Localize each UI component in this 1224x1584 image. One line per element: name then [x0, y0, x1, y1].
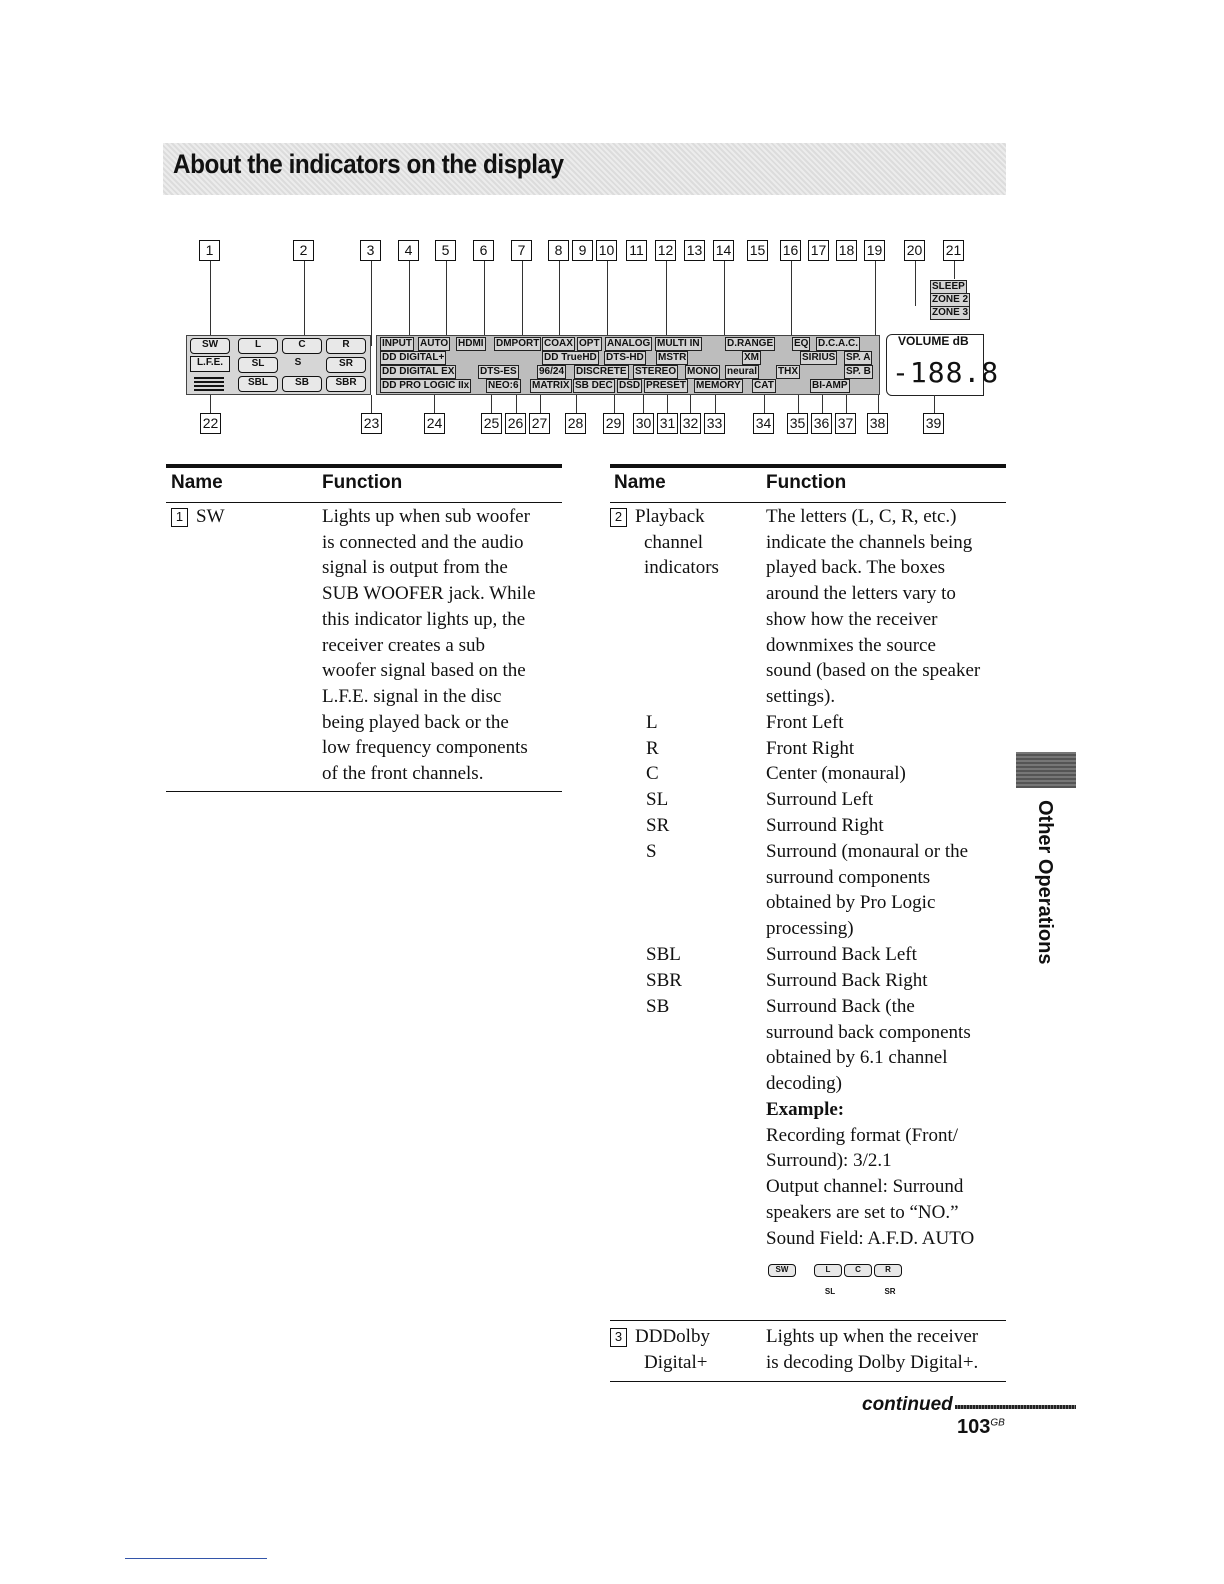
example-l: L: [814, 1264, 842, 1277]
callout-8: 8: [548, 240, 569, 261]
callout-16: 16: [780, 240, 801, 261]
footer-rule: [125, 1558, 267, 1559]
ind-input: INPUT: [382, 338, 412, 349]
example-c: C: [844, 1264, 872, 1277]
text-line: low frequency components: [322, 737, 528, 759]
leader-line: [484, 261, 485, 346]
row-3-name: [610, 1324, 760, 1375]
row-2-index: 2: [610, 508, 627, 527]
example-block: [766, 1097, 1006, 1251]
text-line: decoding): [766, 1073, 842, 1095]
channel-code: SB: [646, 996, 670, 1017]
ind-bi-amp: BI-AMP: [812, 380, 848, 391]
leader-line: [516, 395, 517, 413]
channel-desc: Surround Back Right: [766, 970, 928, 991]
table-header: [610, 464, 1006, 503]
callout-17: 17: [808, 240, 829, 261]
ind-dd-digital-ex: DD DIGITAL EX: [382, 366, 455, 377]
ind-thx: THX: [778, 366, 798, 377]
text-line: The letters (L, C, R, etc.): [766, 506, 957, 527]
example-sr: SR: [884, 1287, 896, 1296]
ind-dmport: DMPORT: [496, 338, 540, 349]
callout-11: 11: [626, 240, 647, 261]
channel-code: C: [646, 763, 659, 784]
continued-bar: [955, 1405, 1076, 1409]
ind-zone2: ZONE 2: [932, 294, 969, 305]
leader-line: [822, 395, 823, 413]
callout-26: 26: [505, 413, 526, 434]
row-3-function: [766, 1324, 1006, 1375]
callout-29: 29: [603, 413, 624, 434]
text-line: around the letters vary to: [766, 583, 956, 605]
ind-dd-pro-logic-iix: DD PRO LOGIC IIx: [382, 380, 470, 391]
row-3-name-line: Digital+: [644, 1351, 708, 1373]
name-column-header: Name: [614, 472, 666, 493]
channel-l: L: [238, 338, 278, 354]
callout-18: 18: [836, 240, 857, 261]
text-line: settings).: [766, 685, 836, 707]
channel-sbr: SBR: [326, 376, 366, 392]
ind-hdmi: HDMI: [458, 338, 484, 349]
row-divider: [610, 1381, 1006, 1382]
ind-sp-a: SP. A: [846, 352, 871, 363]
row-divider: [610, 1320, 1006, 1321]
page-title: About the indicators on the display: [173, 149, 564, 179]
section-tab-label: Other Operations: [1034, 800, 1056, 965]
row-1-function: [322, 504, 562, 787]
ind-memory: MEMORY: [696, 380, 741, 391]
leader-line: [764, 395, 765, 413]
row-1-index: 1: [171, 508, 188, 527]
ind-dcac: D.C.A.C.: [818, 338, 858, 349]
callout-27: 27: [529, 413, 550, 434]
ind-96-24: 96/24: [539, 366, 565, 377]
channel-sl: SL: [238, 357, 278, 373]
ind-neo6: NEO:6: [488, 380, 519, 391]
text-line: Lights up when sub woofer: [322, 506, 530, 527]
leader-line: [643, 395, 644, 413]
text-line: surround components: [766, 866, 931, 888]
page-header-band: [163, 143, 1006, 195]
row-2-name-line: indicators: [644, 557, 719, 579]
ind-dd-truehd: DD TrueHD: [544, 352, 597, 363]
channel-desc: [766, 994, 1006, 1097]
callout-24: 24: [424, 413, 445, 434]
leader-line: [715, 395, 716, 413]
volume-label: VOLUME dB: [898, 334, 969, 348]
callout-37: 37: [835, 413, 856, 434]
callout-13: 13: [684, 240, 705, 261]
ind-dd-digital-plus: DD DIGITAL+: [382, 352, 445, 363]
channel-code: SBL: [646, 944, 681, 965]
leader-line: [210, 261, 211, 336]
callout-34: 34: [753, 413, 774, 434]
callout-25: 25: [481, 413, 502, 434]
text-line: of the front channels.: [322, 763, 484, 785]
page-number-suffix: GB: [990, 1417, 1005, 1429]
text-line: Surround): 3/2.1: [766, 1150, 892, 1172]
text-line: Lights up when the receiver: [766, 1326, 979, 1347]
callout-9: 9: [572, 240, 593, 261]
callout-3: 3: [360, 240, 381, 261]
ind-neural: neural: [727, 366, 758, 377]
leader-line: [576, 395, 577, 413]
leader-line: [522, 261, 523, 346]
text-line: Surround (monaural or the: [766, 841, 969, 862]
leader-line: [210, 395, 211, 413]
leader-line: [798, 395, 799, 413]
text-line: played back. The boxes: [766, 557, 946, 579]
example-r: R: [874, 1264, 902, 1277]
leader-line: [446, 261, 447, 346]
channel-c: C: [282, 338, 322, 354]
example-label: Example:: [766, 1099, 845, 1120]
text-line: Surround Back (the: [766, 996, 915, 1017]
callout-38: 38: [867, 413, 888, 434]
display-diagram: [180, 232, 1000, 462]
row-2-name-line: Playback: [635, 506, 705, 527]
leader-line: [559, 261, 560, 346]
channel-desc: [766, 839, 1006, 942]
callout-28: 28: [565, 413, 586, 434]
row-divider: [166, 791, 562, 792]
ind-sp-b: SP. B: [846, 366, 871, 377]
function-column-header: Function: [322, 472, 403, 493]
text-line: is connected and the audio: [322, 531, 524, 553]
channel-code: S: [646, 841, 657, 862]
ind-sb-dec: SB DEC: [575, 380, 613, 391]
leader-line: [667, 395, 668, 413]
ind-dsd: DSD: [619, 380, 641, 391]
ind-preset: PRESET: [646, 380, 687, 391]
callout-6: 6: [473, 240, 494, 261]
leader-line: [791, 261, 792, 346]
row-2-name-line: channel: [644, 531, 704, 553]
channel-lfe: L.F.E.: [190, 356, 230, 372]
callout-2: 2: [293, 240, 314, 261]
text-line: SUB WOOFER jack. While: [322, 583, 536, 605]
row-3-index: 3: [610, 1328, 627, 1347]
channel-desc: Front Right: [766, 738, 855, 759]
leader-line: [614, 395, 615, 413]
section-tab-marker: [1016, 752, 1076, 788]
leader-line: [607, 261, 608, 346]
channel-sb: SB: [282, 376, 322, 392]
channel-code: SL: [646, 789, 669, 810]
callout-33: 33: [704, 413, 725, 434]
leader-line: [409, 261, 410, 346]
callout-7: 7: [511, 240, 532, 261]
leader-line: [846, 395, 847, 413]
row-3-name-line: DDDolby: [635, 1326, 710, 1347]
example-sw: SW: [768, 1264, 796, 1277]
name-column-header: Name: [171, 472, 223, 493]
leader-line: [434, 395, 435, 413]
page-number-value: 103: [957, 1416, 991, 1438]
leader-line: [666, 261, 667, 346]
text-line: signal is output from the: [322, 557, 508, 579]
row-1-name: [171, 504, 225, 530]
callout-12: 12: [655, 240, 676, 261]
text-line: this indicator lights up, the: [322, 608, 526, 630]
callout-32: 32: [680, 413, 701, 434]
ind-multi-in: MULTI IN: [657, 338, 700, 349]
callout-15: 15: [747, 240, 768, 261]
ind-sleep: SLEEP: [932, 281, 965, 292]
channel-sr: SR: [326, 357, 366, 373]
right-indicator-table: [610, 464, 1006, 1384]
ind-eq: EQ: [794, 338, 809, 349]
table-header: [166, 464, 562, 503]
callout-35: 35: [787, 413, 808, 434]
channel-desc: Surround Right: [766, 815, 884, 836]
leader-line: [724, 261, 725, 346]
ind-cat: CAT: [754, 380, 774, 391]
row-1-name-text: SW: [196, 506, 225, 527]
left-indicator-table: [166, 464, 562, 794]
leader-line: [878, 395, 879, 413]
ind-discrete: DISCRETE: [576, 366, 627, 377]
callout-5: 5: [435, 240, 456, 261]
text-line: show how the receiver: [766, 608, 938, 630]
callout-22: 22: [200, 413, 221, 434]
function-column-header: Function: [766, 472, 847, 493]
leader-line: [304, 261, 305, 336]
text-line: receiver creates a sub: [322, 634, 485, 656]
channel-desc: Center (monaural): [766, 763, 906, 784]
text-line: obtained by 6.1 channel: [766, 1047, 948, 1069]
leader-line: [371, 395, 372, 413]
text-line: speakers are set to “NO.”: [766, 1201, 959, 1223]
callout-4: 4: [398, 240, 419, 261]
text-line: indicate the channels being: [766, 531, 973, 553]
channel-desc: Surround Left: [766, 789, 874, 810]
leader-line: [875, 261, 876, 346]
callout-39: 39: [923, 413, 944, 434]
text-line: sound (based on the speaker: [766, 660, 981, 682]
callout-30: 30: [633, 413, 654, 434]
callout-20: 20: [904, 240, 925, 261]
ind-xm: XM: [744, 352, 759, 363]
text-line: woofer signal based on the: [322, 660, 526, 682]
level-meter-icon: [194, 375, 224, 391]
callout-1: 1: [199, 240, 220, 261]
continued-label: continued: [862, 1394, 953, 1415]
callout-21: 21: [943, 240, 964, 261]
example-sl: SL: [824, 1287, 836, 1296]
ind-zone3: ZONE 3: [932, 307, 969, 318]
ind-stereo: STEREO: [635, 366, 677, 377]
example-channel-icon: [768, 1264, 918, 1304]
text-line: processing): [766, 918, 854, 940]
text-line: surround back components: [766, 1021, 971, 1043]
leader-line: [491, 395, 492, 413]
text-line: obtained by Pro Logic: [766, 892, 936, 914]
text-line: L.F.E. signal in the disc: [322, 685, 502, 707]
ind-sirius: SIRIUS: [802, 352, 836, 363]
ind-auto: AUTO: [420, 338, 449, 349]
ind-opt: OPT: [579, 338, 600, 349]
channel-code: R: [646, 738, 659, 759]
channel-code: L: [646, 712, 658, 733]
channel-sbl: SBL: [238, 376, 278, 392]
text-line: Recording format (Front/: [766, 1124, 959, 1146]
leader-line: [915, 261, 916, 306]
channel-desc: Front Left: [766, 712, 844, 733]
text-line: downmixes the source: [766, 634, 936, 656]
ind-matrix: MATRIX: [532, 380, 570, 391]
ind-mstr: MSTR: [658, 352, 687, 363]
ind-d-range: D.RANGE: [727, 338, 774, 349]
text-line: being played back or the: [322, 711, 509, 733]
leader-line: [690, 395, 691, 413]
leader-line: [934, 395, 935, 413]
text-line: Sound Field: A.F.D. AUTO: [766, 1227, 975, 1249]
callout-14: 14: [713, 240, 734, 261]
row-2-name: [610, 504, 760, 581]
text-line: Output channel: Surround: [766, 1176, 964, 1198]
callout-19: 19: [864, 240, 885, 261]
text-line: is decoding Dolby Digital+.: [766, 1351, 979, 1373]
callout-10: 10: [596, 240, 617, 261]
channel-desc: Surround Back Left: [766, 944, 917, 965]
leader-line: [371, 261, 372, 346]
channel-code: SR: [646, 815, 670, 836]
row-2-function: [766, 504, 1006, 710]
channel-sw: SW: [190, 338, 230, 354]
ind-analog: ANALOG: [607, 338, 651, 349]
leader-line: [540, 395, 541, 413]
channel-s: S: [294, 357, 302, 368]
leader-line: [954, 261, 955, 279]
callout-31: 31: [657, 413, 678, 434]
page-number: [957, 1416, 1005, 1439]
ind-coax: COAX: [544, 338, 573, 349]
ind-dts-hd: DTS-HD: [606, 352, 644, 363]
callout-36: 36: [811, 413, 832, 434]
volume-digits: -188.8: [892, 356, 1000, 389]
ind-mono: MONO: [687, 366, 719, 377]
channel-r: R: [326, 338, 366, 354]
callout-23: 23: [361, 413, 382, 434]
ind-dts-es: DTS-ES: [480, 366, 517, 377]
channel-code: SBR: [646, 970, 682, 991]
